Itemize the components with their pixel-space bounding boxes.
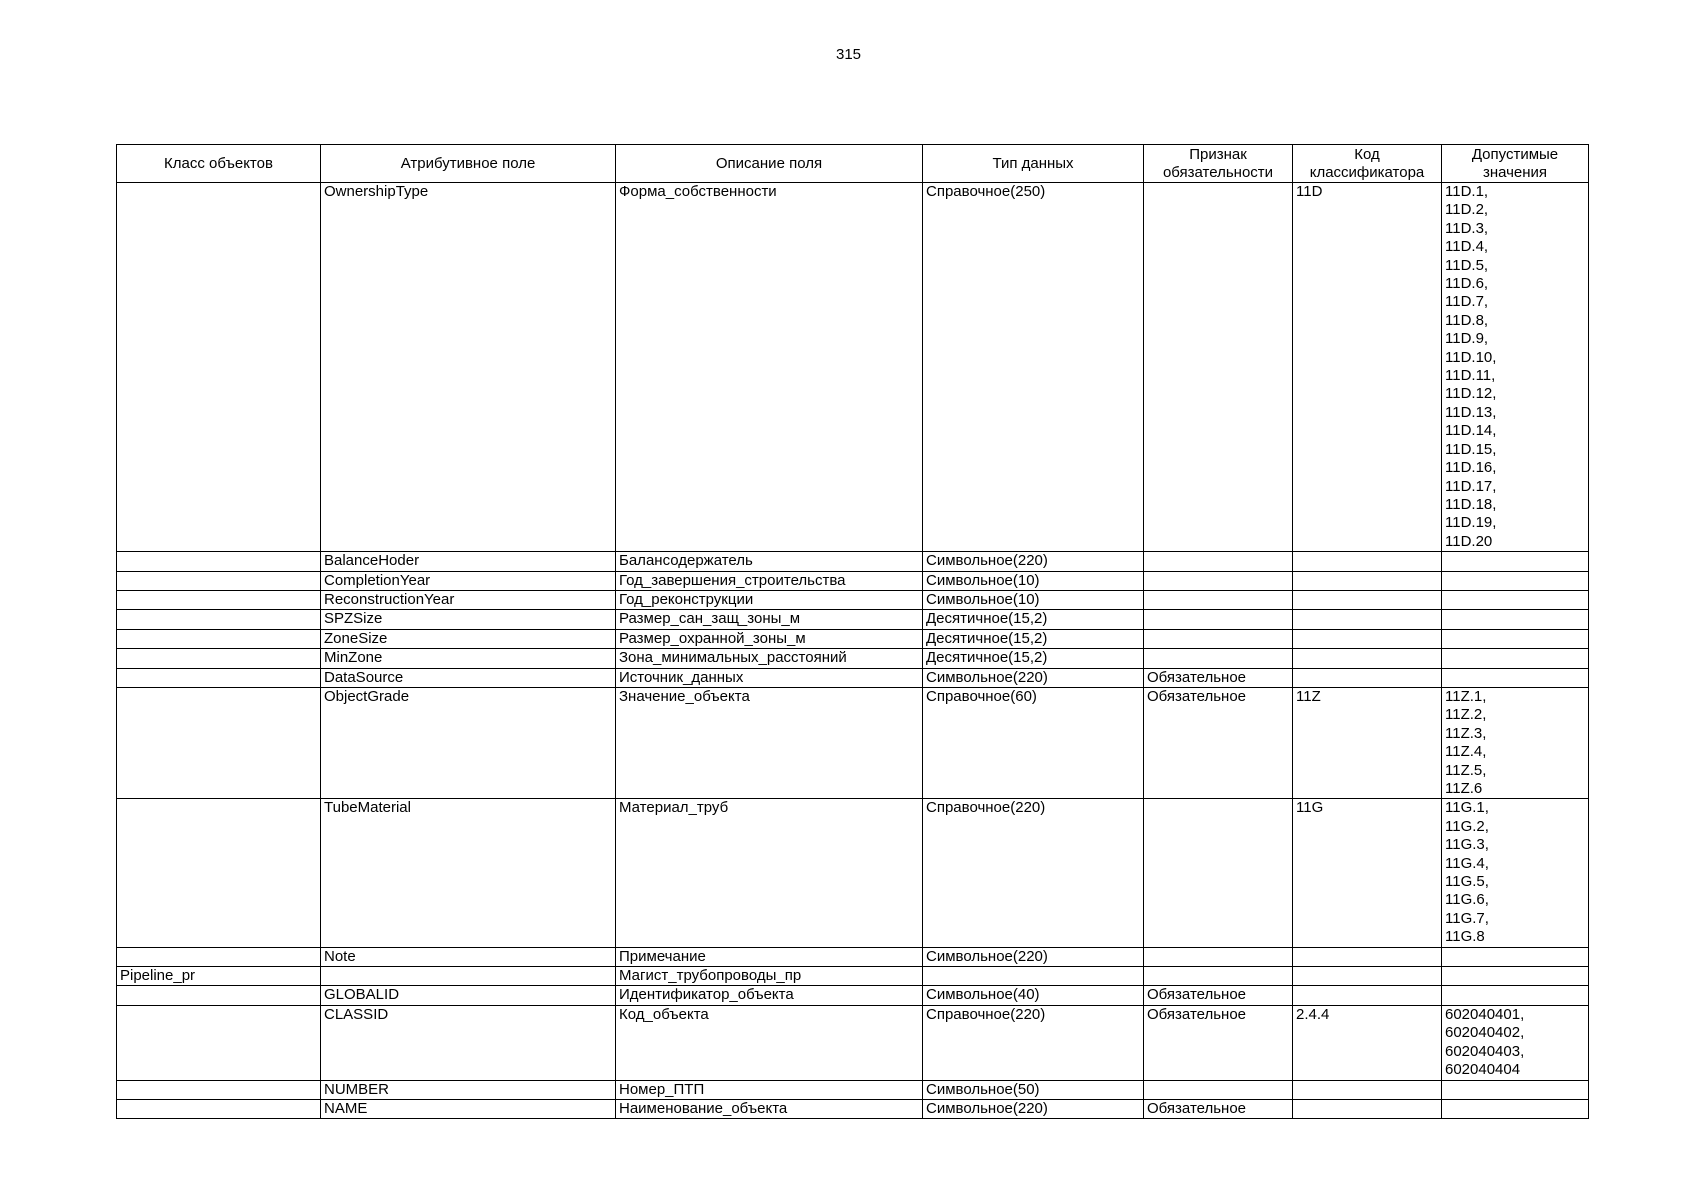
cell-required (1144, 610, 1293, 629)
table-row (117, 668, 1589, 687)
cell-datatype: Десятичное(15,2) (923, 629, 1144, 648)
allowed-value: 602040402, (1445, 1024, 1525, 1042)
attribute-table (116, 144, 1589, 1119)
cell-allowed-values (1442, 629, 1589, 648)
allowed-value: 11G.3, (1445, 836, 1489, 854)
cell-classifier (1293, 590, 1442, 609)
table-row (117, 629, 1589, 648)
cell-allowed-values (1442, 687, 1589, 798)
cell-attribute: ReconstructionYear (321, 590, 616, 609)
header-class: Класс объектов (117, 145, 321, 183)
cell-class (117, 799, 321, 947)
cell-datatype: Справочное(220) (923, 1005, 1144, 1080)
cell-datatype: Символьное(40) (923, 986, 1144, 1005)
table-body (117, 183, 1589, 1119)
cell-description: Год_реконструкции (616, 590, 923, 609)
cell-classifier (1293, 610, 1442, 629)
allowed-value: 11D.2, (1445, 201, 1489, 219)
allowed-value: 11D.1, (1445, 183, 1489, 200)
allowed-value: 11D.7, (1445, 293, 1489, 311)
table-row (117, 687, 1589, 798)
allowed-value: 11D.17, (1445, 477, 1497, 495)
cell-required: Обязательное (1144, 1005, 1293, 1080)
allowed-value: 11D.19, (1445, 514, 1497, 532)
allowed-value: 11D.9, (1445, 330, 1489, 348)
allowed-value: 11Z.4, (1445, 743, 1487, 761)
cell-allowed-values (1442, 183, 1589, 552)
table-row (117, 649, 1589, 668)
table-header (117, 145, 1589, 183)
cell-required: Обязательное (1144, 1099, 1293, 1118)
cell-class (117, 590, 321, 609)
cell-required (1144, 590, 1293, 609)
table-row (117, 1005, 1589, 1080)
cell-allowed-values (1442, 610, 1589, 629)
allowed-value: 11G.8 (1445, 928, 1485, 946)
cell-attribute: ObjectGrade (321, 687, 616, 798)
cell-class (117, 668, 321, 687)
allowed-value: 11D.18, (1445, 495, 1497, 513)
cell-allowed-values (1442, 571, 1589, 590)
cell-datatype: Символьное(220) (923, 668, 1144, 687)
table-row (117, 571, 1589, 590)
cell-allowed-values (1442, 552, 1589, 571)
allowed-value: 602040401, (1445, 1005, 1525, 1023)
cell-class (117, 649, 321, 668)
allowed-value: 11D.10, (1445, 348, 1497, 366)
cell-class (117, 986, 321, 1005)
cell-description: Идентификатор_объекта (616, 986, 923, 1005)
header-classifier: Код классификатора (1293, 145, 1442, 183)
cell-classifier (1293, 571, 1442, 590)
header-row (117, 145, 1589, 183)
cell-allowed-values (1442, 1080, 1589, 1099)
cell-attribute: BalanceHoder (321, 552, 616, 571)
cell-required (1144, 947, 1293, 966)
cell-description: Код_объекта (616, 1005, 923, 1080)
cell-allowed-values (1442, 1099, 1589, 1118)
allowed-value: 602040403, (1445, 1042, 1525, 1060)
table-row (117, 967, 1589, 986)
allowed-value: 11D.5, (1445, 256, 1489, 274)
allowed-value: 11Z.5, (1445, 761, 1487, 779)
cell-datatype: Десятичное(15,2) (923, 649, 1144, 668)
cell-description: Значение_объекта (616, 687, 923, 798)
cell-allowed-values (1442, 1005, 1589, 1080)
cell-description: Зона_минимальных_расстояний (616, 649, 923, 668)
cell-classifier (1293, 986, 1442, 1005)
page-number: 315 (835, 46, 862, 63)
cell-required (1144, 967, 1293, 986)
allowed-value: 11D.13, (1445, 403, 1497, 421)
cell-classifier (1293, 1080, 1442, 1099)
cell-datatype: Справочное(220) (923, 799, 1144, 947)
cell-classifier (1293, 1099, 1442, 1118)
cell-datatype: Символьное(10) (923, 590, 1144, 609)
cell-datatype: Справочное(60) (923, 687, 1144, 798)
table-row (117, 986, 1589, 1005)
cell-description: Размер_охранной_зоны_м (616, 629, 923, 648)
allowed-value: 11G.4, (1445, 854, 1489, 872)
cell-allowed-values (1442, 986, 1589, 1005)
cell-class (117, 610, 321, 629)
cell-datatype: Символьное(10) (923, 571, 1144, 590)
cell-description: Наименование_объекта (616, 1099, 923, 1118)
header-required: Признак обязательности (1144, 145, 1293, 183)
cell-classifier (1293, 629, 1442, 648)
allowed-value: 11D.11, (1445, 367, 1496, 385)
allowed-value: 11D.8, (1445, 311, 1489, 329)
cell-allowed-values (1442, 967, 1589, 986)
table-row (117, 610, 1589, 629)
table-row (117, 1080, 1589, 1099)
cell-required (1144, 629, 1293, 648)
cell-class (117, 687, 321, 798)
cell-description: Балансодержатель (616, 552, 923, 571)
allowed-value: 11D.16, (1445, 459, 1497, 477)
cell-class: Pipeline_pr (117, 967, 321, 986)
table-row (117, 552, 1589, 571)
cell-description: Магист_трубопроводы_пр (616, 967, 923, 986)
cell-class (117, 947, 321, 966)
header-datatype: Тип данных (923, 145, 1144, 183)
cell-class (117, 552, 321, 571)
cell-description: Номер_ПТП (616, 1080, 923, 1099)
allowed-value: 11G.1, (1445, 799, 1489, 817)
cell-datatype: Символьное(220) (923, 1099, 1144, 1118)
cell-allowed-values (1442, 668, 1589, 687)
allowed-value: 11Z.3, (1445, 724, 1487, 742)
cell-attribute: ZoneSize (321, 629, 616, 648)
cell-required: Обязательное (1144, 687, 1293, 798)
cell-description: Размер_сан_защ_зоны_м (616, 610, 923, 629)
cell-datatype: Символьное(220) (923, 552, 1144, 571)
header-allowed-values: Допустимые значения (1442, 145, 1589, 183)
allowed-value: 11G.2, (1445, 817, 1489, 835)
cell-allowed-values (1442, 947, 1589, 966)
cell-required (1144, 571, 1293, 590)
cell-allowed-values (1442, 649, 1589, 668)
cell-class (117, 629, 321, 648)
cell-classifier (1293, 649, 1442, 668)
cell-attribute: SPZSize (321, 610, 616, 629)
cell-required (1144, 1080, 1293, 1099)
cell-class (117, 571, 321, 590)
cell-attribute: MinZone (321, 649, 616, 668)
cell-datatype (923, 967, 1144, 986)
cell-required (1144, 552, 1293, 571)
table-row (117, 590, 1589, 609)
cell-classifier (1293, 967, 1442, 986)
allowed-value: 11D.6, (1445, 275, 1489, 293)
allowed-value: 11Z.2, (1445, 706, 1487, 724)
cell-attribute: CompletionYear (321, 571, 616, 590)
allowed-value: 11D.4, (1445, 238, 1489, 256)
cell-datatype: Десятичное(15,2) (923, 610, 1144, 629)
cell-description: Материал_труб (616, 799, 923, 947)
cell-attribute: NUMBER (321, 1080, 616, 1099)
cell-description: Примечание (616, 947, 923, 966)
cell-classifier: 11G (1293, 799, 1442, 947)
cell-description: Источник_данных (616, 668, 923, 687)
cell-attribute (321, 967, 616, 986)
cell-classifier: 11Z (1293, 687, 1442, 798)
table-row (117, 183, 1589, 552)
table-row (117, 1099, 1589, 1118)
cell-classifier (1293, 552, 1442, 571)
allowed-value: 11D.3, (1445, 219, 1489, 237)
allowed-value: 11G.6, (1445, 891, 1489, 909)
cell-attribute: OwnershipType (321, 183, 616, 552)
cell-attribute: NAME (321, 1099, 616, 1118)
allowed-value: 11G.7, (1445, 909, 1489, 927)
cell-class (117, 183, 321, 552)
cell-required: Обязательное (1144, 668, 1293, 687)
cell-attribute: GLOBALID (321, 986, 616, 1005)
cell-class (117, 1080, 321, 1099)
cell-class (117, 1099, 321, 1118)
cell-classifier: 11D (1293, 183, 1442, 552)
allowed-value: 11D.12, (1445, 385, 1497, 403)
table-row (117, 799, 1589, 947)
cell-allowed-values (1442, 590, 1589, 609)
cell-attribute: TubeMaterial (321, 799, 616, 947)
cell-attribute: CLASSID (321, 1005, 616, 1080)
allowed-value: 11D.20 (1445, 532, 1493, 550)
cell-required (1144, 649, 1293, 668)
table-row (117, 947, 1589, 966)
allowed-value: 11D.14, (1445, 422, 1497, 440)
cell-classifier (1293, 947, 1442, 966)
cell-classifier: 2.4.4 (1293, 1005, 1442, 1080)
cell-class (117, 1005, 321, 1080)
allowed-value: 602040404 (1445, 1061, 1521, 1079)
allowed-value: 11Z.6 (1445, 780, 1483, 797)
cell-classifier (1293, 668, 1442, 687)
cell-allowed-values (1442, 799, 1589, 947)
cell-required: Обязательное (1144, 986, 1293, 1005)
cell-datatype: Справочное(250) (923, 183, 1144, 552)
header-description: Описание поля (616, 145, 923, 183)
cell-attribute: Note (321, 947, 616, 966)
header-attribute: Атрибутивное поле (321, 145, 616, 183)
cell-datatype: Символьное(50) (923, 1080, 1144, 1099)
cell-description: Год_завершения_строительства (616, 571, 923, 590)
allowed-value: 11D.15, (1445, 440, 1497, 458)
cell-required (1144, 183, 1293, 552)
cell-attribute: DataSource (321, 668, 616, 687)
allowed-value: 11G.5, (1445, 873, 1489, 891)
cell-description: Форма_собственности (616, 183, 923, 552)
allowed-value: 11Z.1, (1445, 687, 1487, 705)
cell-required (1144, 799, 1293, 947)
cell-datatype: Символьное(220) (923, 947, 1144, 966)
